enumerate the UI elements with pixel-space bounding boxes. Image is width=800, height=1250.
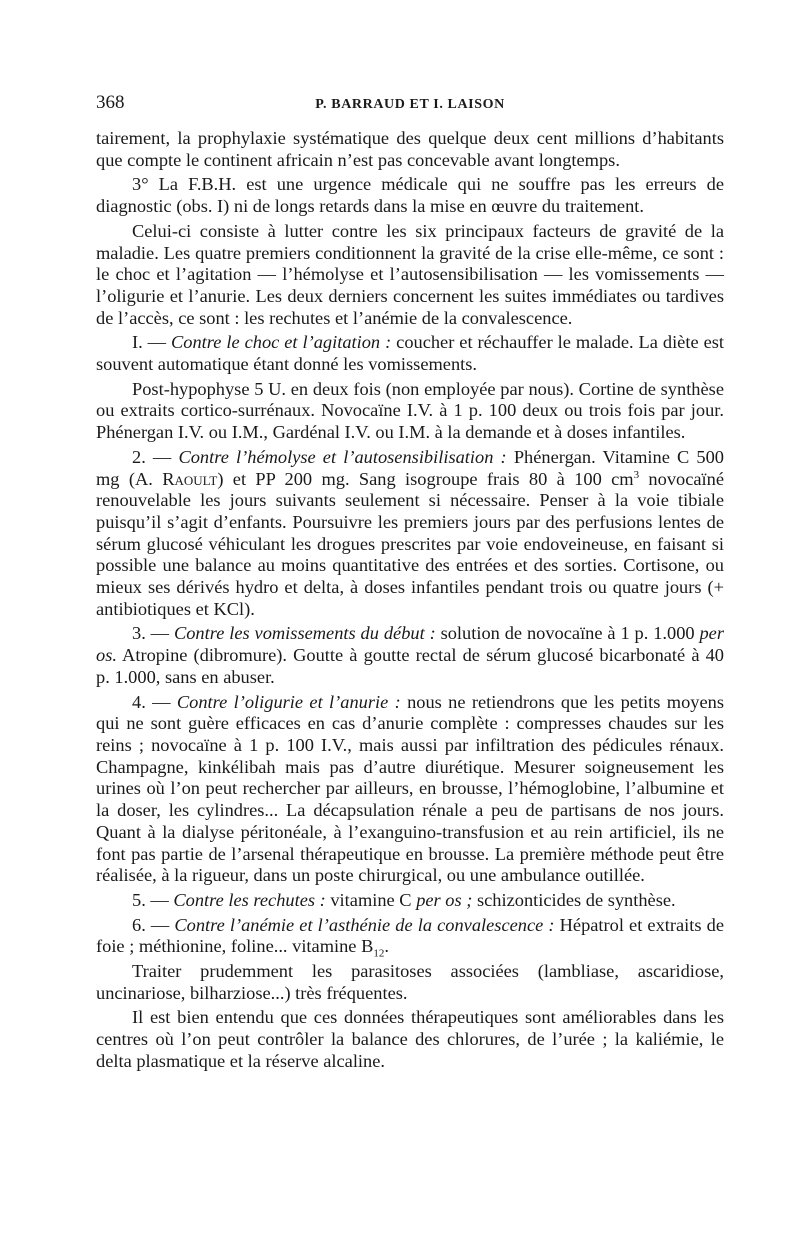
document-page bbox=[96, 92, 724, 1076]
paragraph-text: Atropine (dibromure). Goutte à goutte rectal de sérum glucosé bicarbonaté à 40 p. 1.000, sans en abuser. bbox=[96, 645, 724, 687]
section-title: Contre les rechutes : bbox=[173, 889, 326, 910]
paragraph-section-1 bbox=[96, 332, 724, 375]
paragraph-section-1-drugs bbox=[96, 379, 724, 444]
paragraph-treatment-overview bbox=[96, 221, 724, 330]
subscript: 12 bbox=[373, 947, 385, 960]
section-title: Contre l’anémie et l’asthénie de la convalescence : bbox=[174, 914, 555, 935]
section-title: Contre l’hémolyse et l’autosensibilisation : bbox=[178, 446, 507, 467]
paragraph-text: Phénergan. Vitamine C 500 mg (A. bbox=[96, 446, 724, 489]
paragraph-text: Traiter prudemment les parasitoses associées (lambliase, ascaridiose, uncinariose, bilharziose...) très fréquentes. bbox=[96, 961, 724, 1003]
paragraph-text: Il est bien entendu que ces données thérapeutiques sont améliorables dans les centres où l’on peut contrôler la balance des chlorures, de l’urée ; la kaliémie, le delta plasmatique et la réserve alcaline. bbox=[96, 1007, 724, 1071]
section-number: 2. — bbox=[132, 446, 179, 467]
paragraph-continuation bbox=[96, 128, 724, 171]
paragraph-section-3 bbox=[96, 623, 724, 688]
superscript: 3 bbox=[633, 468, 640, 481]
paragraph-text: ) et PP 200 mg. Sang isogroupe frais 80 à 100 cm bbox=[217, 468, 634, 489]
section-title: Contre l’oligurie et l’anurie : bbox=[176, 691, 401, 712]
paragraph-section-5 bbox=[96, 890, 724, 912]
section-title: Contre les vomissements du début : bbox=[173, 623, 436, 644]
section-number: 5. — bbox=[132, 889, 174, 910]
running-head: P. BARRAUD ET I. LAISON bbox=[315, 97, 505, 112]
paragraph-text: 3° La F.B.H. est une urgence médicale qui ne souffre pas les erreurs de diagnostic (obs. I) ni de longs retards dans la mise en œuvre du traitement. bbox=[96, 174, 724, 217]
paragraph-text: Celui-ci consiste à lutter contre les six principaux facteurs de gravité de la maladie. Les quatre premiers conditionnent la gravité de la crise elle-même, ce sont : le choc et l’agitation — l’hémolyse et l’autosensibilisation — les vomissements — l’oligurie et l’anurie. Les deux derniers concernent les suites immédiates ou tardives de l’accès, ce sont : les rechutes et l’anémie de la convalescence. bbox=[96, 220, 724, 328]
paragraph-text: Post-hypophyse 5 U. en deux fois (non employée par nous). Cortine de synthèse ou extraits cortico-surrénaux. Novocaïne I.V. à 1 p. 100 deux ou trois fois par jour. Phénergan I.V. ou I.M., Gardénal I.V. ou I.M. à la demande et à doses infantiles. bbox=[96, 378, 724, 443]
paragraph-text: nous ne retiendrons que les petits moyens qui ne sont guère efficaces en cas d’anurie complète : compresses chaudes sur les reins ; novocaïne à 1 p. 100 I.V., mais aussi par infiltration des pédicules rénaux. Champagne, kinkélibah mais pas d’autre diurétique. Mesurer soigneusement les urines où l’on peut rechercher par ailleurs, en brousse, l’hémoglobine, l’albumine et la doser, les cylindres... La décapsulation rénale a peu de partisans de nos jours. Quant à la dialyse péritonéale, à l’exanguino-transfusion et au rein artificiel, ils ne font pas partie de l’arsenal thérapeutique en brousse. La première méthode peut être réalisée, à la rigueur, dans un poste chirurgical, ou une ambulance outillée. bbox=[96, 691, 724, 886]
paragraph-text: Hépatrol et extraits de foie ; méthionine, foline... vitamine B bbox=[96, 914, 724, 957]
section-number: I. — bbox=[132, 332, 172, 353]
paragraph-text: coucher et réchauffer le malade. La diète est souvent automatique étant donné les vomissements. bbox=[96, 332, 724, 375]
paragraph-section-6 bbox=[96, 915, 724, 958]
page-header bbox=[96, 92, 724, 118]
section-number: 6. — bbox=[132, 914, 175, 935]
paragraph-point-3 bbox=[96, 174, 724, 217]
paragraph-conclusion bbox=[96, 1007, 724, 1072]
paragraph-text: . bbox=[384, 936, 389, 957]
page-number: 368 bbox=[96, 92, 125, 113]
paragraph-text: solution de novocaïne à 1 p. 1.000 bbox=[435, 623, 700, 644]
paragraph-text: vitamine C bbox=[325, 889, 417, 910]
italic-term: per os. bbox=[96, 623, 724, 666]
section-number: 4. — bbox=[132, 691, 177, 712]
paragraph-section-4 bbox=[96, 692, 724, 887]
paragraph-section-2 bbox=[96, 447, 724, 621]
paragraph-parasitoses bbox=[96, 961, 724, 1004]
section-number: 3. — bbox=[132, 623, 174, 644]
italic-term: per os ; bbox=[416, 889, 473, 910]
paragraph-text: tairement, la prophylaxie systématique des quelque deux cent millions d’habitants que compte le continent africain n’est pas concevable avant longtemps. bbox=[96, 128, 724, 170]
author-name: Raoult bbox=[162, 468, 218, 489]
section-title: Contre le choc et l’agitation : bbox=[171, 332, 392, 353]
paragraph-text: novocaïné renouvelable les jours suivants seulement si nécessaire. Penser à la voie tibiale puisqu’il s’agit d’enfants. Poursuivre les premiers jours par des perfusions lentes de sérum glucosé véhiculant les drogues prescrites par voie endoveineuse, en faisant si possible une balance au moins quantitative des entrées et des sorties. Cortisone, ou mieux ses dérivés hydro et delta, à doses infantiles pendant trois ou quatre jours (+ antibiotiques et KCl). bbox=[96, 468, 724, 619]
paragraph-text: schizonticides de synthèse. bbox=[472, 889, 676, 910]
